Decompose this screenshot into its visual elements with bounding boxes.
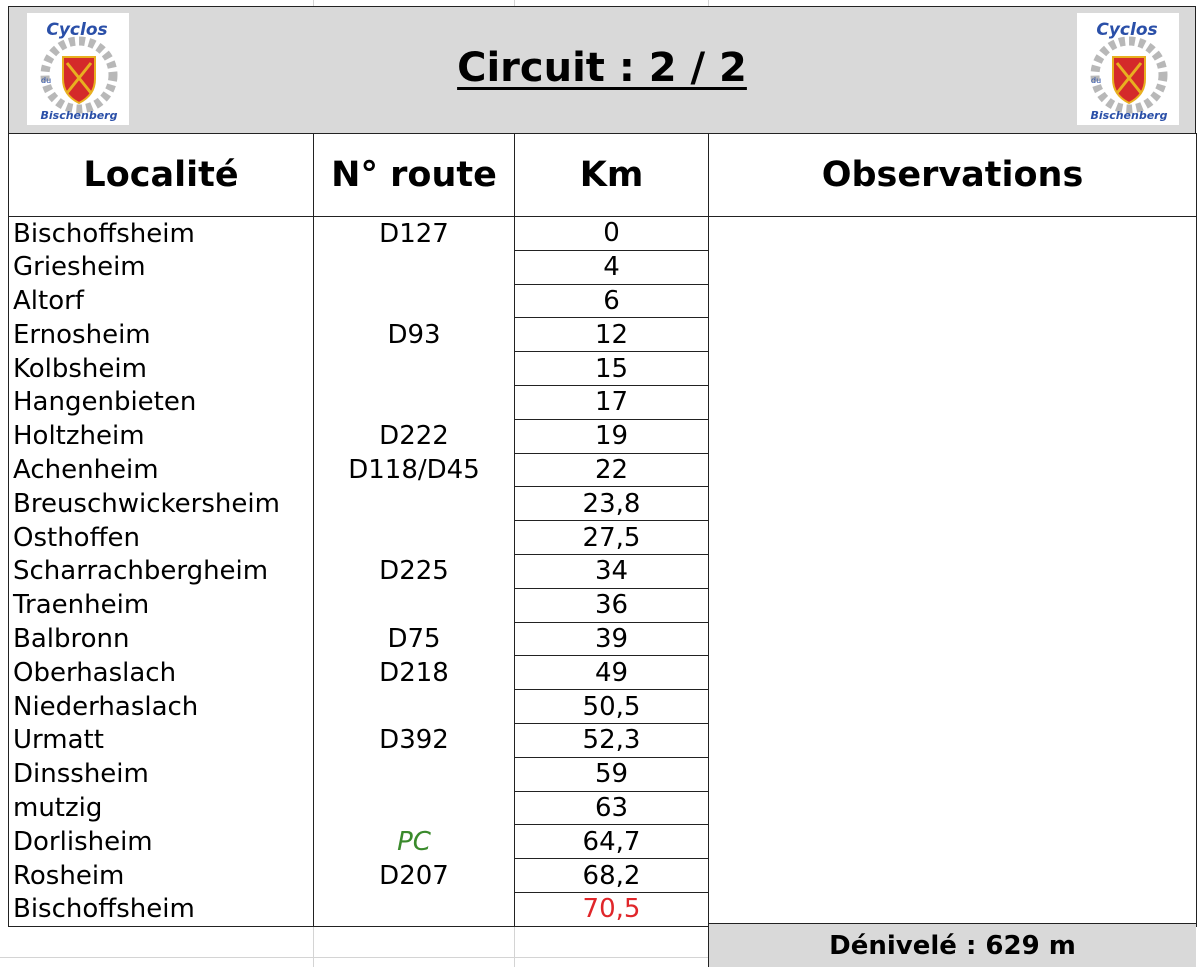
svg-text:du: du bbox=[41, 76, 52, 85]
table-row bbox=[9, 554, 1197, 588]
cell-route: D225 bbox=[314, 554, 515, 588]
cell-route: PC bbox=[314, 825, 515, 859]
cell-route bbox=[314, 757, 515, 791]
cell-km: 23,8 bbox=[515, 487, 709, 521]
table-row bbox=[9, 656, 1197, 690]
cell-route bbox=[314, 487, 515, 521]
table-row bbox=[9, 757, 1197, 791]
cell-localite: Dinssheim bbox=[9, 757, 314, 791]
svg-text:Cyclos: Cyclos bbox=[46, 20, 108, 40]
grid-line bbox=[0, 957, 708, 958]
cell-observations bbox=[709, 656, 1197, 690]
cell-localite: Achenheim bbox=[9, 453, 314, 487]
cell-observations bbox=[709, 318, 1197, 352]
cyclos-logo-icon bbox=[1077, 13, 1179, 125]
cell-route bbox=[314, 352, 515, 386]
cell-route: D392 bbox=[314, 723, 515, 757]
table-row bbox=[9, 217, 1197, 251]
cell-observations bbox=[709, 284, 1197, 318]
cell-observations bbox=[709, 757, 1197, 791]
svg-text:du: du bbox=[1091, 76, 1102, 85]
cell-localite: mutzig bbox=[9, 791, 314, 825]
column-header-observations: Observations bbox=[709, 134, 1197, 217]
cell-route: D207 bbox=[314, 859, 515, 893]
table-row bbox=[9, 723, 1197, 757]
cell-km: 70,5 bbox=[515, 892, 709, 926]
cell-localite: Urmatt bbox=[9, 723, 314, 757]
cell-km: 4 bbox=[515, 250, 709, 284]
cell-observations bbox=[709, 453, 1197, 487]
cell-route bbox=[314, 250, 515, 284]
cell-observations bbox=[709, 622, 1197, 656]
cell-route bbox=[314, 690, 515, 724]
table-row bbox=[9, 521, 1197, 555]
cell-localite: Bischoffsheim bbox=[9, 217, 314, 251]
cell-km: 15 bbox=[515, 352, 709, 386]
club-logo-right bbox=[1077, 13, 1179, 125]
cell-route bbox=[314, 521, 515, 555]
cell-route bbox=[314, 588, 515, 622]
table-row bbox=[9, 250, 1197, 284]
grid-line bbox=[514, 923, 515, 967]
cell-localite: Holtzheim bbox=[9, 419, 314, 453]
cell-observations bbox=[709, 825, 1197, 859]
cell-localite: Scharrachbergheim bbox=[9, 554, 314, 588]
table-row bbox=[9, 453, 1197, 487]
cell-localite: Ernosheim bbox=[9, 318, 314, 352]
cell-localite: Breuschwickersheim bbox=[9, 487, 314, 521]
table-row bbox=[9, 859, 1197, 893]
cell-localite: Niederhaslach bbox=[9, 690, 314, 724]
svg-text:Bischenberg: Bischenberg bbox=[40, 109, 118, 122]
cell-localite: Oberhaslach bbox=[9, 656, 314, 690]
cell-route bbox=[314, 892, 515, 926]
cell-route bbox=[314, 284, 515, 318]
table-row bbox=[9, 284, 1197, 318]
cell-localite: Griesheim bbox=[9, 250, 314, 284]
cell-localite: Traenheim bbox=[9, 588, 314, 622]
table-row bbox=[9, 385, 1197, 419]
cell-observations bbox=[709, 385, 1197, 419]
cell-observations bbox=[709, 521, 1197, 555]
cell-localite: Altorf bbox=[9, 284, 314, 318]
cell-observations bbox=[709, 588, 1197, 622]
table-row bbox=[9, 791, 1197, 825]
cell-observations bbox=[709, 892, 1197, 926]
table-row bbox=[9, 588, 1197, 622]
svg-text:Cyclos: Cyclos bbox=[1096, 20, 1158, 40]
cell-km: 52,3 bbox=[515, 723, 709, 757]
cell-km: 0 bbox=[515, 217, 709, 251]
cell-observations bbox=[709, 859, 1197, 893]
svg-text:Bischenberg: Bischenberg bbox=[1090, 109, 1168, 122]
page-title: Circuit : 2 / 2 bbox=[457, 45, 747, 91]
circuit-header bbox=[8, 6, 1196, 134]
cell-km: 36 bbox=[515, 588, 709, 622]
cell-localite: Balbronn bbox=[9, 622, 314, 656]
circuit-table bbox=[8, 133, 1197, 927]
column-header-localite: Localité bbox=[9, 134, 314, 217]
cell-localite: Osthoffen bbox=[9, 521, 314, 555]
cell-route: D127 bbox=[314, 217, 515, 251]
column-header-km: Km bbox=[515, 134, 709, 217]
denivele-summary: Dénivelé : 629 m bbox=[708, 923, 1196, 967]
cell-km: 27,5 bbox=[515, 521, 709, 555]
cell-observations bbox=[709, 791, 1197, 825]
cell-km: 68,2 bbox=[515, 859, 709, 893]
cell-observations bbox=[709, 723, 1197, 757]
cell-route: D93 bbox=[314, 318, 515, 352]
cell-observations bbox=[709, 352, 1197, 386]
cell-route: D118/D45 bbox=[314, 453, 515, 487]
cell-observations bbox=[709, 487, 1197, 521]
table-row bbox=[9, 352, 1197, 386]
cell-observations bbox=[709, 554, 1197, 588]
cell-km: 6 bbox=[515, 284, 709, 318]
cell-route: D218 bbox=[314, 656, 515, 690]
cell-km: 59 bbox=[515, 757, 709, 791]
cell-observations bbox=[709, 419, 1197, 453]
cell-route bbox=[314, 385, 515, 419]
table-row bbox=[9, 690, 1197, 724]
table-row bbox=[9, 825, 1197, 859]
cell-km: 63 bbox=[515, 791, 709, 825]
table-row bbox=[9, 487, 1197, 521]
cell-km: 49 bbox=[515, 656, 709, 690]
table-row bbox=[9, 892, 1197, 926]
cell-localite: Rosheim bbox=[9, 859, 314, 893]
cell-observations bbox=[709, 250, 1197, 284]
cell-localite: Bischoffsheim bbox=[9, 892, 314, 926]
cell-localite: Kolbsheim bbox=[9, 352, 314, 386]
column-header-route: N° route bbox=[314, 134, 515, 217]
table-row bbox=[9, 622, 1197, 656]
table-header-row bbox=[9, 134, 1197, 217]
cell-route: D75 bbox=[314, 622, 515, 656]
cell-km: 50,5 bbox=[515, 690, 709, 724]
cell-km: 64,7 bbox=[515, 825, 709, 859]
cell-observations bbox=[709, 690, 1197, 724]
cell-km: 34 bbox=[515, 554, 709, 588]
cell-km: 12 bbox=[515, 318, 709, 352]
cell-km: 39 bbox=[515, 622, 709, 656]
cell-route bbox=[314, 791, 515, 825]
table-row bbox=[9, 419, 1197, 453]
table-row bbox=[9, 318, 1197, 352]
cell-km: 22 bbox=[515, 453, 709, 487]
cell-km: 19 bbox=[515, 419, 709, 453]
cell-route: D222 bbox=[314, 419, 515, 453]
grid-line bbox=[313, 923, 314, 967]
cell-localite: Hangenbieten bbox=[9, 385, 314, 419]
cell-observations bbox=[709, 217, 1197, 251]
cell-localite: Dorlisheim bbox=[9, 825, 314, 859]
cell-km: 17 bbox=[515, 385, 709, 419]
